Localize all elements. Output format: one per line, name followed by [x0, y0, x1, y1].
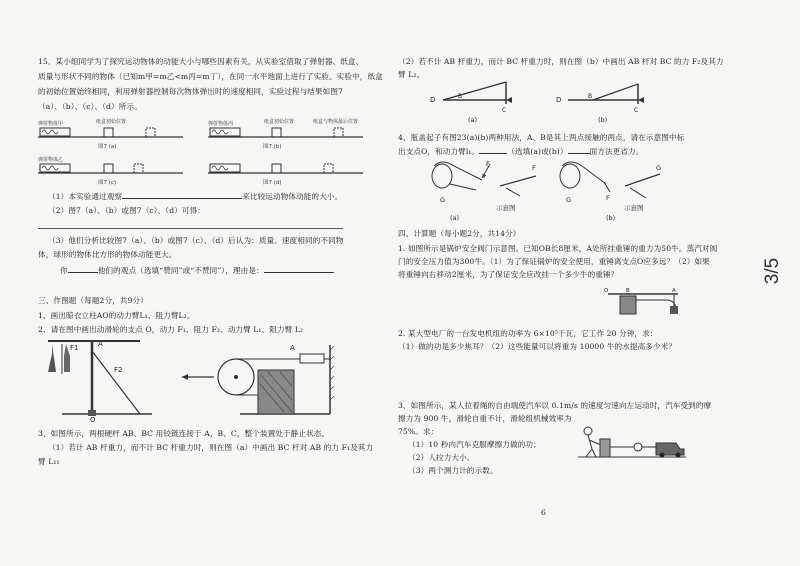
safety-valve-figure — [600, 284, 690, 320]
caption-7b: 图7 (b) — [263, 144, 282, 150]
caption-rods-b: (b) — [598, 116, 608, 124]
q32-line1: （2）若不计 AB 杆重力，而计 BC 杆重力时，则在图（b）中画出 AB 杆对 BC 的力 F₂及其力 — [398, 57, 724, 66]
sec4-p3d: （1）10 秒内汽车克服摩擦力做的功； — [408, 440, 541, 449]
q32-line2: 臂 L₂。 — [398, 70, 425, 79]
sec4-p1c: 将重锤向右移动2厘米，为了保证安全应改挂一个多少牛的重锤？ — [398, 270, 619, 279]
q15-s3b: 体，球形的物体比方形的物体动能更大。 — [38, 250, 177, 259]
q15-s2: （2）图7（a）、（b）或图7（c）、（d）可得： — [48, 206, 205, 215]
sec4-p3e: （2）人拉力大小。 — [408, 453, 475, 462]
svg-text:F: F — [606, 194, 610, 202]
section-3-title: 三、作图题（每题2分，共9分） — [38, 296, 148, 305]
figure-7 — [38, 115, 368, 190]
rods-figure — [428, 80, 668, 128]
page-number: 6 — [541, 508, 546, 517]
q4-line2: 出支点O，和动力臂l₁。 （选填(a)或(b)） 面方法更省力。 — [398, 147, 644, 156]
caption-7d: 图7 (d) — [263, 180, 282, 186]
q15-s3: （3）他们分析比较图7（a）、（b）或图7（c）、（d）后认为：质量、速度相同的不同物 — [48, 236, 344, 245]
label-f2: F2 — [114, 366, 123, 374]
figure-7c — [38, 156, 183, 186]
svg-text:G: G — [656, 164, 662, 172]
sec4-p3b: 擦力为 900 牛，滑轮自重不计，滑轮组机械效率为 — [398, 414, 572, 423]
label-init-a: 纸盒初始位置 — [96, 119, 127, 125]
svg-text:A: A — [672, 288, 676, 294]
caption-opener-a: (a) — [450, 214, 460, 222]
q15-line4: （a）、（b）、（c）、（d）所示。 — [38, 102, 142, 111]
answer-line-s2[interactable] — [38, 228, 343, 229]
caption-7a: 图7 (a) — [98, 144, 117, 150]
label-f1: F1 — [70, 344, 79, 352]
pulley-figure — [180, 340, 335, 420]
label-launcher-a: 弹射物体甲 — [38, 121, 64, 127]
label-o: O — [90, 416, 96, 422]
svg-text:F: F — [486, 160, 490, 168]
sec4-p2a: 2. 某大型电厂的一台发电机组的功率为 6×10⁵千瓦，它工作 20 分钟，求： — [398, 329, 658, 338]
q15-s3c: 你 他们的观点（选填“赞同”或“不赞同”），理由是： — [60, 265, 334, 276]
sec3-p3a: 3、如图所示，两根硬杆 AB、BC 用铰链连接于 A、B、C，整个装置处于静止状态。 — [38, 429, 330, 438]
caption-7c: 图7 (c) — [98, 180, 117, 186]
car-pulley-figure — [578, 425, 688, 461]
svg-text:B: B — [626, 288, 630, 294]
label-diagram-b: 示意图 — [624, 204, 644, 212]
svg-text:C: C — [502, 107, 507, 114]
svg-text:B: B — [458, 93, 463, 100]
label-diagram-a: 示意图 — [496, 204, 516, 212]
svg-text:G: G — [566, 196, 572, 204]
svg-text:C: C — [634, 107, 639, 114]
sec4-p1a: 1. 如图所示是锅炉安全阀门示意图。已知OB长8厘米，A处所挂重锤的重力为50牛。蒸汽对阀 — [398, 244, 718, 253]
sec3-p2: 2、请在图中画出动滑轮的支点 O，动力 F₁、阻力 F₂、动力臂 L₁、阻力臂 L₂ — [38, 325, 304, 334]
label-a: A — [98, 340, 103, 348]
svg-text:D: D — [430, 96, 436, 104]
figure-7b — [208, 118, 363, 150]
sec3-p1: 1、画出晾衣立柱AO的动力臂L₁、阻力臂L₂。 — [38, 311, 195, 320]
clothes-pole-figure — [42, 336, 192, 422]
label-object-c: 弹射物体乙 — [38, 157, 64, 163]
sec4-p2b: （1）做的功是多少焦耳？（2）这些能量可以将重为 10000 牛的水提高多少米？ — [398, 342, 677, 351]
figure-7a — [38, 118, 183, 150]
rods-figure-b — [556, 84, 644, 124]
q15-s1: （1）本实验通过观察 来比较运动物体动能的大小。 — [48, 192, 343, 201]
q15-line3: 的初始位置始终相同，利用弹射器控制每次物体弹出时的速度相同，实验过程与结果如图7 — [38, 87, 343, 96]
sec4-p3f: （3）两个测力计的示数。 — [408, 466, 498, 475]
bottle-opener-b — [560, 162, 661, 222]
caption-rods-a: (a) — [468, 116, 478, 124]
label-init-b: 纸盒初始位置 — [264, 119, 295, 125]
sec3-p3c: 臂 L₁₁ — [38, 457, 60, 466]
q15-line2: 质量与形状不同的物体（已知m甲=m乙<m丙=m丁），在同一水平地面上进行了实验。实验中，纸盒 — [38, 72, 383, 81]
q4-line1: 4、瓶盖起子有图23(a)(b)两种用法，A、B是其上两点接触的两点，请在示意图中标 — [398, 133, 685, 142]
svg-text:F: F — [532, 164, 536, 172]
side-page-mark: 3/5 — [761, 257, 783, 285]
svg-text:O: O — [604, 288, 609, 294]
label-pulley-a: A — [290, 344, 295, 352]
section-4-title: 四、计算题（每小题2分，共14分） — [398, 229, 521, 238]
caption-opener-b: (b) — [606, 214, 616, 222]
sec4-p3a: 3、如图所示，某人拉着绳的自由端使汽车以 0.1m/s 的速度匀速向左运动时，汽车受到的摩 — [398, 401, 712, 410]
svg-text:G: G — [440, 196, 446, 204]
svg-text:B: B — [588, 93, 593, 100]
sec3-p3b: （1）若计 AB 杆重力，而不计 BC 杆重力时，则在图（a）中画出 BC 杆对 AB 的力 F₁及其力 — [48, 443, 374, 452]
rods-figure-a — [430, 82, 512, 124]
label-object-b: 弹射物体丙 — [208, 121, 234, 127]
label-after-b: 纸盒与物体最后位置 — [313, 119, 359, 125]
sec4-p1b: 门的安全压力值为300牛。（1）为了保证锅炉的安全使用，重锤离支点O应多远？（2）如果 — [398, 257, 710, 266]
svg-text:D: D — [556, 96, 562, 104]
bottle-opener-a — [432, 160, 536, 222]
figure-7d — [208, 164, 363, 186]
bottle-opener-figure — [420, 156, 670, 222]
q15-line1: 15．某小组同学为了探究运动物体的动能大小与哪些因素有关，从实验室借取了弹射器、纸盒、 — [38, 57, 364, 66]
sec4-p3c: 75%。求： — [398, 427, 439, 436]
